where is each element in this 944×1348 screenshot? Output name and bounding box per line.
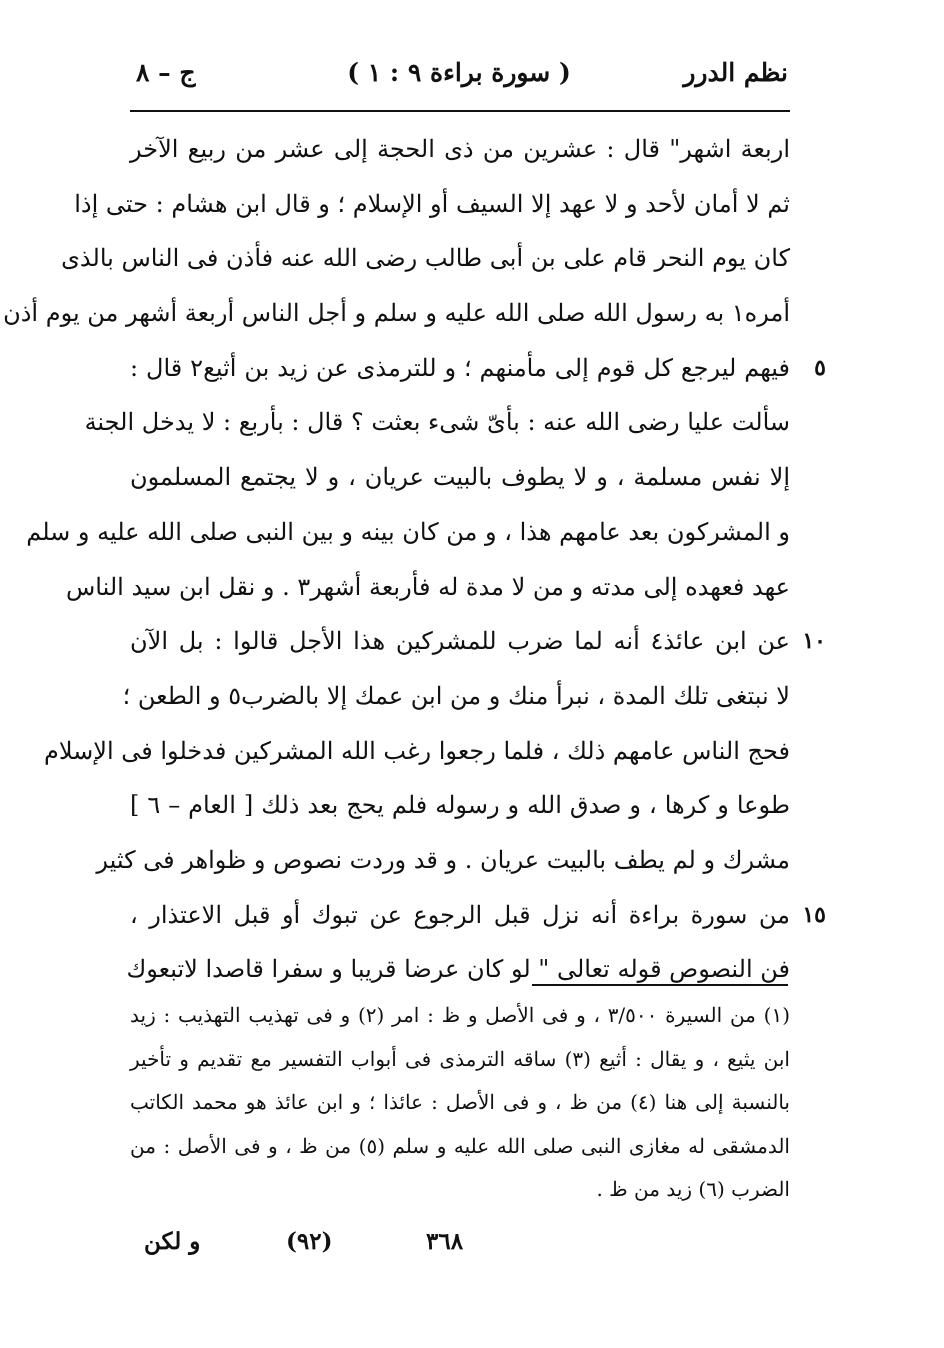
page-number: ٣٦٨ [426, 1228, 464, 1255]
text-line: أمره١ به رسول الله صلى الله عليه و سلم و أجل الناس أربعة أشهر من يوم أذن [3, 299, 790, 328]
text-line: مشرك و لم يطف بالبيت عريان . و قد وردت نصوص و ظواهر فى كثير [96, 845, 790, 874]
text-line: فيهم ليرجع كل قوم إلى مأمنهم ؛ و للترمذى عن زيد بن أثيع٢ قال : [130, 353, 790, 382]
footnote-line: (١) من السيرة ٣/٥٠٠ ، و فى الأصل و ظ : امر (٢) و فى تهذيب التهذيب : زيد [130, 1003, 790, 1027]
page-footer [130, 1228, 690, 1268]
text-line: اربعة اشهر" قال : عشرين من ذى الحجة إلى عشر من ربيع الآخر [130, 135, 790, 163]
header-divider [130, 110, 790, 112]
main-text [3, 122, 790, 997]
text-line: و المشركون بعد عامهم هذا ، و من كان بينه و بين النبى صلى الله عليه و سلم [26, 517, 790, 546]
footnote-line: ابن يثيع ، و يقال : أثيع (٣) ساقه الترمذى فى أبواب التفسير مع تقديم و تأخير [130, 1046, 790, 1071]
book-title: نظم الدرر [683, 58, 788, 87]
line-number-15: ١٥ [802, 901, 826, 928]
footnote-line: بالنسبة إلى هنا (٤) من ظ ، و فى الأصل : عائذا ؛ و ابن عائذ هو محمد الكاتب [130, 1090, 790, 1114]
surah-reference: ( سورة براءة ٩ : ١ ) [347, 58, 571, 87]
text-line: من سورة براءة أنه نزل قبل الرجوع عن تبوك أو قبل الاعتذار ، [130, 900, 790, 929]
footnote-line: الضرب (٦) زيد من ظ . [596, 1177, 790, 1201]
text-line: لا نبتغى تلك المدة ، نبرأ منك و من ابن عمك إلا بالضرب٥ و الطعن ؛ [122, 681, 790, 710]
text-line: عهد فعهده إلى مدته و من لا مدة له فأربعة أشهر٣ . و نقل ابن سيد الناس [65, 572, 790, 601]
text-line: ثم لا أمان لأحد و لا عهد إلا السيف أو الإسلام ؛ و قال ابن هشام : حتى إذا [74, 189, 790, 218]
volume-label: ج – ٨ [136, 58, 196, 87]
line-number-10: ١٠ [802, 628, 826, 655]
text-line: إلا نفس مسلمة ، و لا يطوف بالبيت عريان ، و لا يجتمع المسلمون [130, 463, 790, 492]
running-header [130, 58, 788, 98]
text-line: سألت عليا رضى الله عنه : بأىّ شىء بعثت ؟ قال : بأربع : لا يدخل الجنة [84, 408, 790, 437]
footnote-divider [532, 984, 788, 986]
inner-page-number: (٩٢) [286, 1228, 333, 1255]
text-line: فن النصوص قوله تعالى " لو كان عرضا قريبا و سفرا قاصدا لاتبعوك [126, 955, 790, 984]
text-line: فحج الناس عامهم ذلك ، فلما رجعوا رغب الله المشركين فدخلوا فى الإسلام [44, 736, 790, 765]
footnote-line: الدمشقى له مغازى النبى صلى الله عليه و سلم (٥) من ظ ، و فى الأصل : من [130, 1133, 790, 1158]
text-line: طوعا و كرها ، و صدق الله و رسوله فلم يحج بعد ذلك [ العام – ٦ ] [130, 791, 790, 820]
text-line: كان يوم النحر قام على بن أبى طالب رضى الله عنه فأذن فى الناس بالذى [61, 244, 790, 273]
footnotes [130, 994, 790, 1212]
text-line: عن ابن عائذ٤ أنه لما ضرب للمشركين هذا الأجل قالوا : بل الآن [130, 627, 790, 656]
line-number-5: ٥ [814, 354, 826, 381]
catchword: و لكن [144, 1228, 201, 1255]
